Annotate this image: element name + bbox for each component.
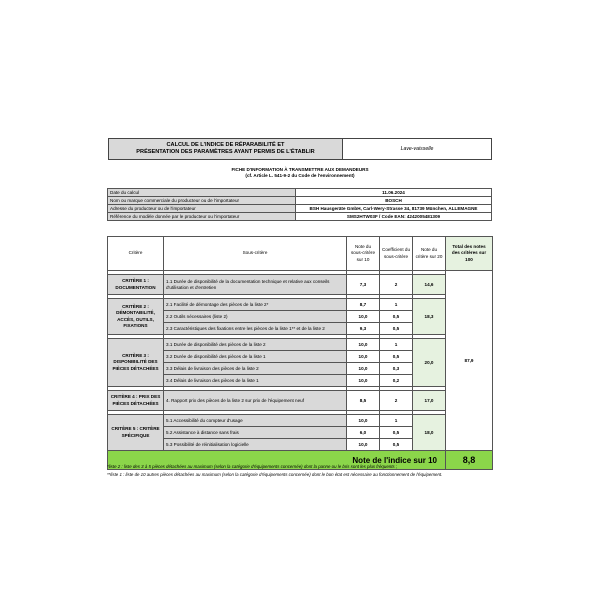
sub-3-3-label: 3.3 Délais de livraison des pièces de la liste 2 bbox=[164, 363, 347, 375]
critere-1-note: 14,6 bbox=[413, 275, 446, 295]
product-type: Lave-vaisselle bbox=[400, 146, 434, 152]
sub-5-3-label: 5.3 Possibilité de réinitialisation logicielle bbox=[164, 439, 347, 451]
column-header-row bbox=[108, 237, 493, 271]
sub-2-3-coef: 0,5 bbox=[380, 323, 413, 335]
sub-2-1-note: 8,7 bbox=[347, 299, 380, 311]
table-row bbox=[108, 391, 493, 411]
sub-3-4-label: 3.4 Délais de livraison des pièces de la liste 1 bbox=[164, 375, 347, 387]
table-row bbox=[108, 299, 493, 311]
sub-5-3-coef: 0,5 bbox=[380, 439, 413, 451]
info-value: BSH Hausgeräte GmbH, Carl-Wery-Strasse 34, 81739 München, ALLEMAGNE bbox=[296, 205, 492, 213]
sub-3-2-coef: 0,5 bbox=[380, 351, 413, 363]
critere-2-note: 18,3 bbox=[413, 299, 446, 335]
info-row bbox=[108, 205, 492, 213]
header-box bbox=[108, 138, 492, 160]
sub-3-4-note: 10,0 bbox=[347, 375, 380, 387]
sub-4-coef: 2 bbox=[380, 391, 413, 411]
sub-5-1-label: 5.1 Accessibilité du compteur d'usage bbox=[164, 415, 347, 427]
sub-5-2-coef: 0,5 bbox=[380, 427, 413, 439]
sub-5-2-label: 5.2 Assistance à distance sans frais bbox=[164, 427, 347, 439]
table-row bbox=[108, 339, 493, 351]
score-table bbox=[107, 236, 493, 470]
sub-3-1-label: 3.1 Durée de disponibilité des pièces de la liste 2 bbox=[164, 339, 347, 351]
col-note-sous-critere: Note du sous-critère sur 10 bbox=[347, 237, 380, 271]
critere-3-note: 20,0 bbox=[413, 339, 446, 387]
table-row bbox=[108, 415, 493, 427]
sub-4-label: 4. Rapport prix des pièces de la liste 2 sur prix de l'équipement neuf bbox=[164, 391, 347, 411]
info-label: Date du calcul bbox=[108, 189, 296, 197]
fiche-line2: (cf. Article L. 541-9-2 du Code de l'environnement) bbox=[245, 172, 355, 178]
final-score-value: 8,8 bbox=[446, 451, 493, 470]
footnote-1: *liste 2 : liste des 3 à 5 pièces détachées au maximum (selon la catégorie d'équipements concernée) dont la panne ou le bris sont les plus fréquents ; bbox=[107, 464, 398, 469]
critere-5-note: 18,0 bbox=[413, 415, 446, 451]
header-title-line2: PRÉSENTATION DES PARAMÈTRES AYANT PERMIS DE L'ÉTABLIR bbox=[136, 149, 315, 155]
critere-1-name: CRITÈRE 1 : DOCUMENTATION bbox=[108, 275, 164, 295]
sub-3-4-coef: 0,2 bbox=[380, 375, 413, 387]
sub-5-1-coef: 1 bbox=[380, 415, 413, 427]
critere-2-name: CRITÈRE 2 : DÉMONTABILITÉ, ACCÈS, OUTILS, FIXATIONS bbox=[108, 299, 164, 335]
info-table bbox=[107, 188, 492, 221]
sub-1-1-coef: 2 bbox=[380, 275, 413, 295]
info-value: 11.06.2024 bbox=[296, 189, 492, 197]
sub-2-3-label: 2.3 Caractéristiques des fixations entre les pièces de la liste 1** et de la liste 2 bbox=[164, 323, 347, 335]
sub-5-2-note: 6,0 bbox=[347, 427, 380, 439]
table-row bbox=[108, 275, 493, 295]
sub-3-2-label: 3.2 Durée de disponibilité des pièces de la liste 1 bbox=[164, 351, 347, 363]
critere-5-name: CRITÈRE 5 : CRITÈRE SPÉCIFIQUE bbox=[108, 415, 164, 451]
fiche-line1: FICHE D'INFORMATION À TRANSMETTRE AUX DEMANDEURS bbox=[231, 167, 369, 172]
sub-5-3-note: 10,0 bbox=[347, 439, 380, 451]
footnote-2: **liste 1 : liste de 10 autres pièces détachées au maximum (selon la catégorie d'équipements concernée) dont le bon état est nécessaire au fonctionnement de l'équipement. bbox=[107, 472, 443, 477]
sub-5-1-note: 10,0 bbox=[347, 415, 380, 427]
sub-3-1-note: 10,0 bbox=[347, 339, 380, 351]
info-label: Adresse du producteur ou de l'importateur bbox=[108, 205, 296, 213]
col-sous-critere: Sous-critère bbox=[164, 237, 347, 271]
sub-2-2-note: 10,0 bbox=[347, 311, 380, 323]
col-critere: Critère bbox=[108, 237, 164, 271]
sub-2-3-note: 9,3 bbox=[347, 323, 380, 335]
header-title-line1: CALCUL DE L'INDICE DE RÉPARABILITÉ ET bbox=[166, 142, 285, 149]
sub-3-3-coef: 0,3 bbox=[380, 363, 413, 375]
col-note-sur-20: Note du critère sur 20 bbox=[413, 237, 446, 271]
col-total: Total des notes des critères sur 100 bbox=[446, 237, 493, 271]
sub-4-note: 8,5 bbox=[347, 391, 380, 411]
info-label: Référence du modèle donnée par le producteur ou l'importateur bbox=[108, 213, 296, 221]
sub-3-1-coef: 1 bbox=[380, 339, 413, 351]
sub-2-1-coef: 1 bbox=[380, 299, 413, 311]
info-value: SMS2HTW03F / Code EAN: 4242005481309 bbox=[296, 213, 492, 221]
info-row bbox=[108, 213, 492, 221]
sub-2-1-label: 2.1 Facilité de démontage des pièces de la liste 2* bbox=[164, 299, 347, 311]
total-100: 87,9 bbox=[446, 271, 493, 451]
info-row bbox=[108, 189, 492, 197]
sub-3-2-note: 10,0 bbox=[347, 351, 380, 363]
info-row bbox=[108, 197, 492, 205]
info-value: BOSCH bbox=[296, 197, 492, 205]
sub-2-2-coef: 0,5 bbox=[380, 311, 413, 323]
header-title bbox=[109, 139, 343, 159]
critere-4-name: CRITÈRE 4 : PRIX DES PIÈCES DÉTACHÉES bbox=[108, 391, 164, 411]
sub-1-1-label: 1.1 Durée de disponibilité de la documentation technique et relative aux conseils d'utilisation et d'entretien bbox=[164, 275, 347, 295]
critere-4-note: 17,0 bbox=[413, 391, 446, 411]
final-score-label: Note de l'indice sur 10 bbox=[108, 451, 446, 470]
sub-3-3-note: 10,0 bbox=[347, 363, 380, 375]
col-coefficient: Coefficient du sous-critère bbox=[380, 237, 413, 271]
sub-1-1-note: 7,3 bbox=[347, 275, 380, 295]
info-label: Nom ou marque commerciale du producteur ou de l'importateur bbox=[108, 197, 296, 205]
fiche-heading bbox=[108, 167, 492, 179]
sub-2-2-label: 2.2 Outils nécessaires (liste 2) bbox=[164, 311, 347, 323]
critere-3-name: CRITÈRE 3 : DISPONIBILITÉ DES PIÈCES DÉTACHÉES bbox=[108, 339, 164, 387]
